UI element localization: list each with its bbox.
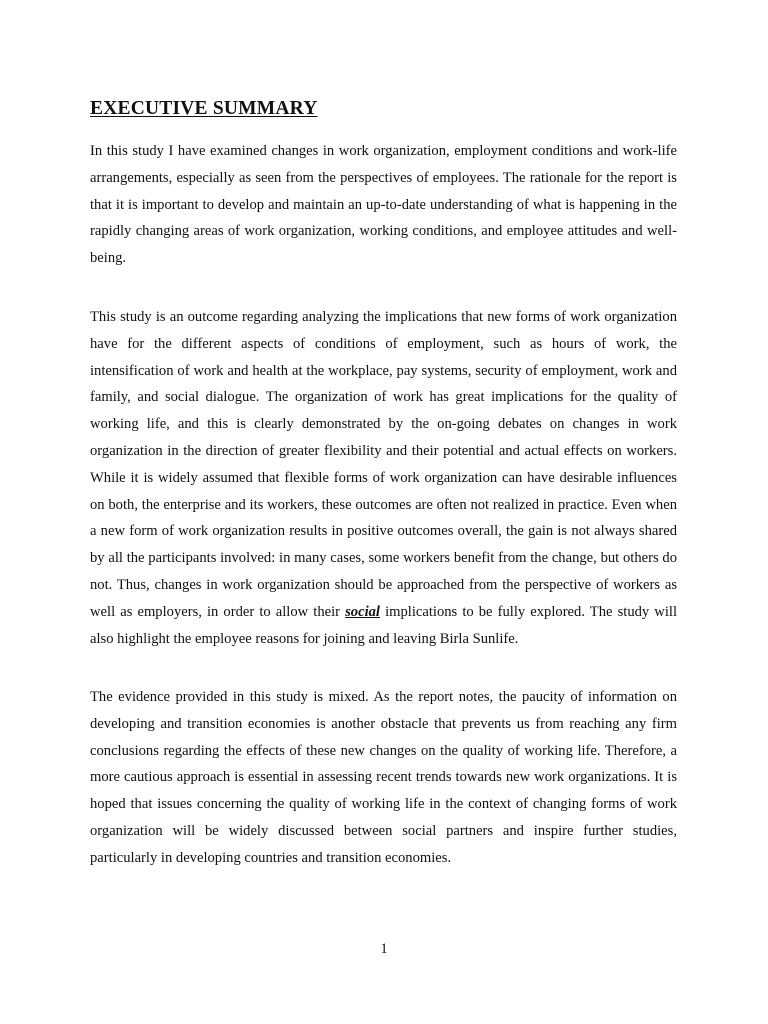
paragraph-implications bbox=[90, 304, 677, 652]
paragraph-evidence: The evidence provided in this study is mixed. As the report notes, the paucity of information on developing and transition economies is another obstacle that prevents us from reaching any firm conclusions regarding the effects of these new changes on the quality of working life. Therefore, a more cautious approach is essential in assessing recent trends towards new work organizations. It is hoped that issues concerning the quality of working life in the context of changing forms of work organization will be widely discussed between social partners and inspire further studies, particularly in developing countries and transition economies. bbox=[90, 689, 677, 866]
paragraph-implications-text-start: This study is an outcome regarding analyzing the implications that new forms of work organization have for the different aspects of conditions of employment, such as hours of work, the intensification of work and health at the workplace, pay systems, security of employment, work and family, and social dialogue. The organization of work has great implications for the quality of working life, and this is clearly demonstrated by the on-going debates on changes in work organization in the direction of greater flexibility and their potential and actual effects on workers. While it is widely assumed that flexible forms of work organization can have desirable influences on both, the enterprise and its workers, these outcomes are often not realized in practice. Even when a new form of work organization results in positive outcomes overall, the gain is not always shared by all the participants involved: in many cases, some workers benefit from the change, but others do not. Thus, changes in work organization should be approached from the perspective of workers as well as employers, in order to allow their bbox=[90, 309, 677, 620]
page-number: 1 bbox=[380, 941, 388, 957]
emphasized-word-social: social bbox=[345, 603, 380, 620]
page-title: EXECUTIVE SUMMARY bbox=[90, 98, 318, 119]
paragraph-intro: In this study I have examined changes in work organization, employment conditions and work-life arrangements, especially as seen from the perspectives of employees. The rationale for the report is that it is important to develop and maintain an up-to-date understanding of what is happening in the rapidly changing areas of work organization, working conditions, and employee attitudes and well-being. bbox=[90, 143, 677, 267]
paragraph-implications-text-end: implications to be fully explored. The study will also highlight the employee reasons for joining and leaving Birla Sunlife. bbox=[90, 603, 677, 647]
